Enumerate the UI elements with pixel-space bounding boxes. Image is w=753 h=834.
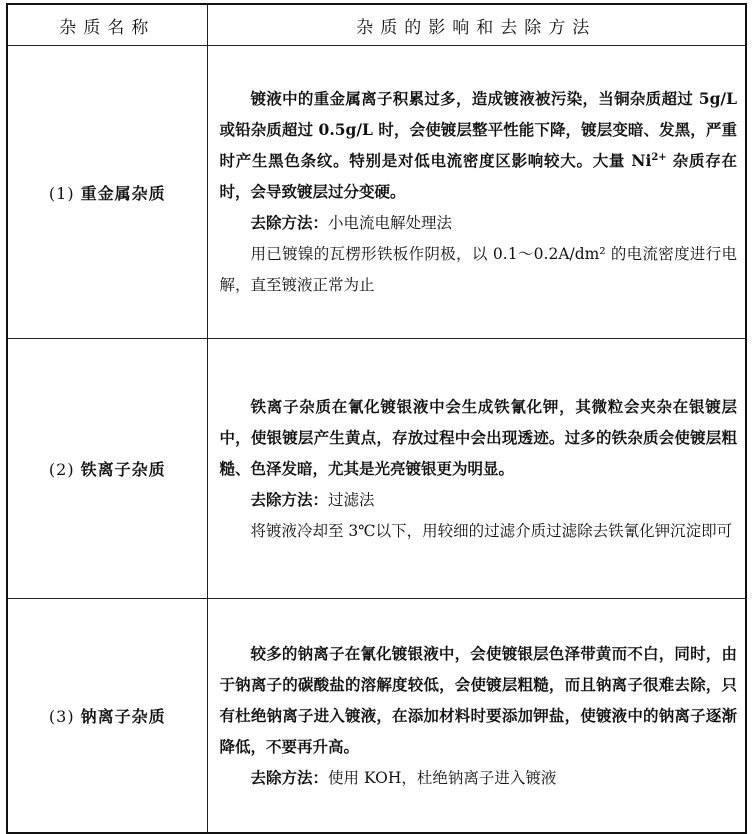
effect-removal-cell [207, 599, 746, 834]
effect-removal-cell [207, 46, 746, 339]
removal-method: 去除方法：过滤法 [250, 489, 375, 509]
effect-text: 镀液中的重金属离子积累过多，造成镀液被污染，当铜杂质超过 5g/L 或铅杂质超过 0.5g/L 时，会使镀层整平性能下降，镀层变暗、发黑，严重时产生黑色条纹。特别是对低电流密度区影响较大。大量 $Ni^{2+}$ 杂质存在时，会导致镀层过分变硬。 [219, 89, 737, 201]
row-number: (2) [48, 460, 75, 479]
removal-method: 去除方法：使用 KOH，杜绝钠离子进入镀液 [250, 767, 557, 787]
impurity-name-cell [7, 599, 207, 834]
table-header-row [7, 4, 746, 46]
table-row [7, 339, 746, 599]
effect-text: 铁离子杂质在氰化镀银液中会生成铁氰化钾，其微粒会夹杂在银镀层中，使银镀层产生黄点，存放过程中会出现透迹。过多的铁杂质会使镀层粗糙、色泽发暗，尤其是光亮镀银更为明显。 [219, 396, 737, 478]
impurity-table [6, 3, 747, 834]
table-row [7, 46, 746, 339]
row-number: (3) [48, 707, 75, 726]
impurity-name: 钠离子杂质 [80, 707, 166, 726]
impurity-name: 铁离子杂质 [80, 460, 166, 479]
removal-method: 去除方法：小电流电解处理法 [250, 213, 453, 232]
header-impurity-name: 杂质名称 [7, 4, 207, 46]
effect-text: 较多的钠离子在氰化镀银液中，会使镀银层色泽带黄而不白，同时，由于钠离子的碳酸盐的溶解度较低，会使镀层粗糙，而且钠离子很难去除，只有杜绝钠离子进入镀液，在添加材料时要添加钾盐，使镀液中的钠离子逐渐降低，不要再升高。 [219, 643, 737, 756]
effect-removal-cell [207, 339, 746, 599]
header-effect-and-removal: 杂质的影响和去除方法 [207, 4, 746, 46]
impurity-name: 重金属杂质 [80, 183, 166, 203]
impurity-name-cell [7, 339, 207, 599]
row-number: (1) [48, 183, 75, 203]
impurity-name-cell [7, 46, 207, 339]
removal-detail: 用已镀镍的瓦楞形铁板作阴极，以 0.1～0.2A/dm² 的电流密度进行电解，直至镀液正常为止 [219, 245, 737, 294]
table-row [7, 599, 746, 834]
removal-detail: 将镀液冷却至 3℃以下，用较细的过滤介质过滤除去铁氰化钾沉淀即可 [250, 521, 733, 540]
